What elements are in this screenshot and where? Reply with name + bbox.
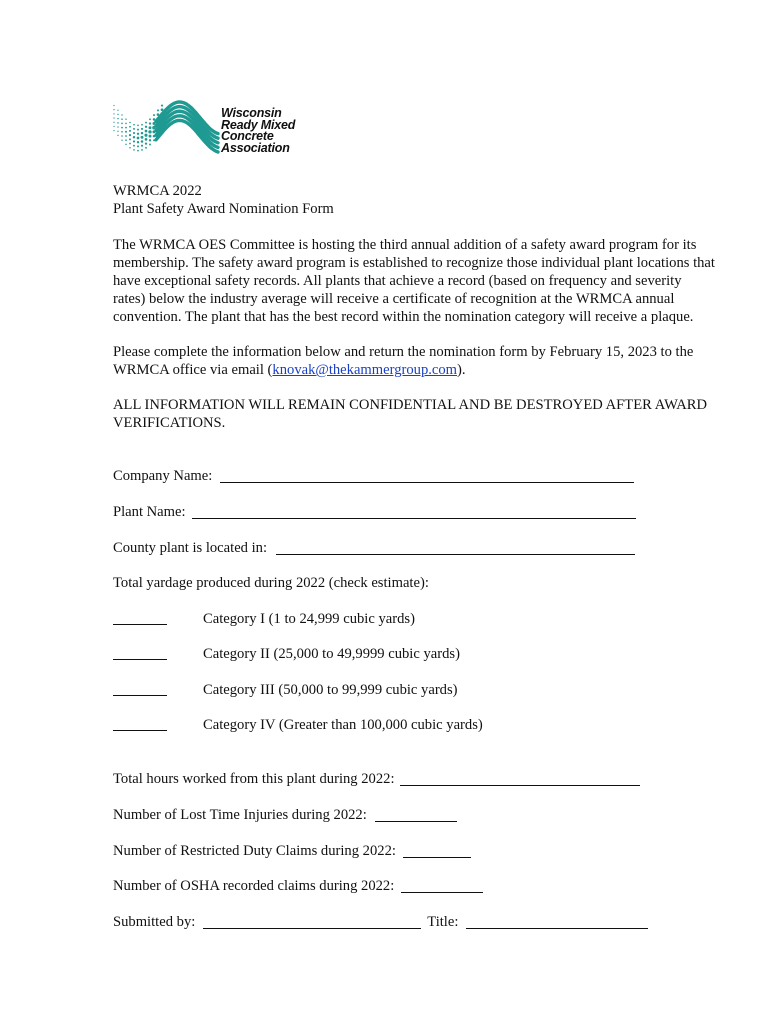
logo-dot — [129, 122, 131, 124]
logo-dot — [133, 149, 135, 151]
logo-dot — [117, 135, 118, 136]
category-check-field[interactable] — [113, 681, 167, 696]
logo-dot — [141, 128, 143, 130]
logo-dot — [161, 105, 163, 107]
logo-dot — [133, 140, 135, 142]
logo-dot — [121, 127, 123, 129]
logo-dot — [137, 145, 139, 147]
logo-dot — [149, 122, 151, 124]
logo-dot — [129, 134, 131, 136]
logo-dot — [149, 139, 151, 141]
logo-dot — [125, 135, 127, 137]
logo-dot — [157, 109, 159, 111]
logo-dot — [137, 141, 139, 143]
instructions-paragraph — [113, 343, 723, 379]
confidential-line-1: ALL INFORMATION WILL REMAIN CONFIDENTIAL AND BE DESTROYED AFTER AWARD — [113, 397, 708, 413]
logo-dot — [125, 123, 127, 125]
logo-dot — [125, 144, 126, 145]
osha-claims-label: Number of OSHA recorded claims during 2022: — [113, 878, 395, 894]
confidential-notice — [113, 396, 723, 432]
logo-dot — [113, 105, 114, 106]
logo-dot — [153, 114, 155, 116]
logo-dot — [141, 140, 144, 143]
logo-dot — [129, 130, 131, 132]
logo-dot — [145, 147, 147, 149]
title-label: Title: — [427, 914, 459, 930]
logo-dot — [125, 118, 126, 119]
logo-dot — [145, 122, 147, 124]
logo-wordmark — [221, 108, 295, 154]
hours-row — [113, 770, 640, 788]
logo-dot — [141, 132, 144, 135]
logo-line-2: Ready Mixed — [221, 117, 296, 132]
logo-dot — [121, 114, 122, 115]
logo-dot — [144, 134, 147, 137]
logo-dot — [133, 132, 135, 134]
logo-dot — [133, 124, 135, 126]
hours-label: Total hours worked from this plant during 2022: — [113, 771, 395, 787]
intro-line: convention. The plant that has the best record within the nomination category will receive a plaque. — [113, 309, 694, 325]
logo-dot — [117, 126, 118, 127]
logo-dot — [149, 144, 151, 146]
logo-dot — [121, 118, 123, 120]
category-label: Category I (1 to 24,999 cubic yards) — [203, 611, 415, 627]
wrmca-logo — [112, 94, 322, 160]
logo-dot — [117, 122, 119, 124]
county-field[interactable] — [276, 540, 635, 555]
logo-dot — [133, 128, 135, 130]
logo-dot — [149, 118, 151, 120]
logo-dot — [129, 143, 131, 145]
category-check-field[interactable] — [113, 645, 167, 660]
instructions-prefix: WRMCA office via email ( — [113, 362, 273, 378]
logo-dot — [113, 113, 114, 114]
osha-claims-field[interactable] — [401, 878, 483, 893]
intro-line: have exceptional safety records. All plants that achieve a record (based on frequency and severity — [113, 273, 682, 289]
logo-dot — [113, 117, 114, 118]
restricted-duty-label: Number of Restricted Duty Claims during 2022: — [113, 843, 396, 859]
logo-dot — [145, 130, 148, 133]
category-label: Category IV (Greater than 100,000 cubic yards) — [203, 717, 483, 733]
logo-dot — [145, 142, 147, 144]
submitted-by-label: Submitted by: — [113, 914, 196, 930]
logo-dot — [121, 131, 123, 133]
logo-dot — [121, 123, 123, 125]
title-field[interactable] — [466, 914, 648, 929]
logo-dot — [133, 136, 135, 138]
logo-dot — [145, 126, 147, 128]
plant-name-field[interactable] — [192, 504, 636, 519]
osha-claims-row — [113, 877, 483, 895]
plant-name-label: Plant Name: — [113, 504, 186, 520]
logo-dot — [129, 126, 131, 128]
logo-dot — [117, 118, 118, 119]
logo-dot — [137, 125, 139, 127]
logo-dot — [113, 122, 114, 123]
instructions-suffix: ). — [457, 362, 466, 378]
category-label: Category III (50,000 to 99,999 cubic yards) — [203, 682, 458, 698]
instructions-line-1: Please complete the information below and return the nomination form by February 15, 2023 to the — [113, 344, 694, 360]
category-check-field[interactable] — [113, 610, 167, 625]
company-name-row — [113, 467, 634, 485]
logo-dot — [148, 130, 151, 133]
logo-dot — [141, 136, 144, 139]
logo-dot — [117, 114, 118, 115]
company-name-field[interactable] — [220, 468, 634, 483]
logo-dot — [121, 139, 122, 140]
logo-dot — [137, 150, 139, 152]
instructions-line-2 — [113, 361, 723, 379]
category-label: Category II (25,000 to 49,9999 cubic yards) — [203, 646, 460, 662]
category-check-field[interactable] — [113, 716, 167, 731]
logo-dot — [141, 145, 143, 147]
logo-dot — [137, 137, 140, 140]
lost-time-field[interactable] — [375, 807, 457, 822]
logo-line-1: Wisconsin — [221, 106, 282, 120]
email-link[interactable]: knovak@thekammergroup.com — [272, 362, 458, 378]
logo-dot — [117, 110, 118, 111]
logo-dot — [141, 149, 143, 151]
company-name-label: Company Name: — [113, 468, 213, 484]
submitted-by-field[interactable] — [203, 914, 421, 929]
logo-dot — [137, 129, 139, 131]
lost-time-row — [113, 806, 457, 824]
logo-line-3: Concrete — [221, 129, 274, 143]
wave-mark-icon — [112, 94, 220, 160]
hours-field[interactable] — [400, 771, 640, 786]
logo-dot — [113, 130, 114, 131]
logo-dot — [125, 131, 127, 133]
intro-line: rates) below the industry average will receive a certificate of recognition at the WRMCA annual — [113, 291, 675, 307]
intro-line: membership. The safety award program is established to recognize those individual plant locations that — [113, 255, 715, 271]
county-label: County plant is located in: — [113, 540, 268, 556]
logo-dot — [129, 138, 131, 140]
intro-line: The WRMCA OES Committee is hosting the third annual addition of a safety award program for its — [113, 237, 697, 253]
yardage-label: Total yardage produced during 2022 (check estimate): — [113, 575, 429, 591]
logo-dot — [129, 147, 131, 149]
logo-dot — [149, 126, 152, 129]
logo-dot — [141, 124, 143, 126]
logo-dot — [149, 135, 152, 138]
logo-dot — [137, 133, 139, 135]
restricted-duty-row — [113, 842, 471, 860]
confidential-line-2: VERIFICATIONS. — [113, 415, 226, 431]
logo-line-4: Association — [221, 140, 290, 155]
submitted-by-row — [113, 913, 648, 931]
logo-dot — [121, 135, 123, 137]
lost-time-label: Number of Lost Time Injuries during 2022: — [113, 807, 367, 823]
form-title: Plant Safety Award Nomination Form — [113, 201, 334, 217]
plant-name-row — [113, 503, 636, 521]
logo-dot — [113, 109, 114, 110]
logo-dot — [117, 131, 118, 132]
intro-paragraph — [113, 236, 723, 326]
logo-dot — [133, 145, 135, 147]
county-row — [113, 539, 635, 557]
logo-dot — [125, 139, 127, 141]
logo-dot — [145, 138, 148, 141]
restricted-duty-field[interactable] — [403, 843, 471, 858]
logo-dot — [113, 126, 114, 127]
logo-dot — [125, 127, 127, 129]
form-year-heading: WRMCA 2022 — [113, 183, 202, 199]
